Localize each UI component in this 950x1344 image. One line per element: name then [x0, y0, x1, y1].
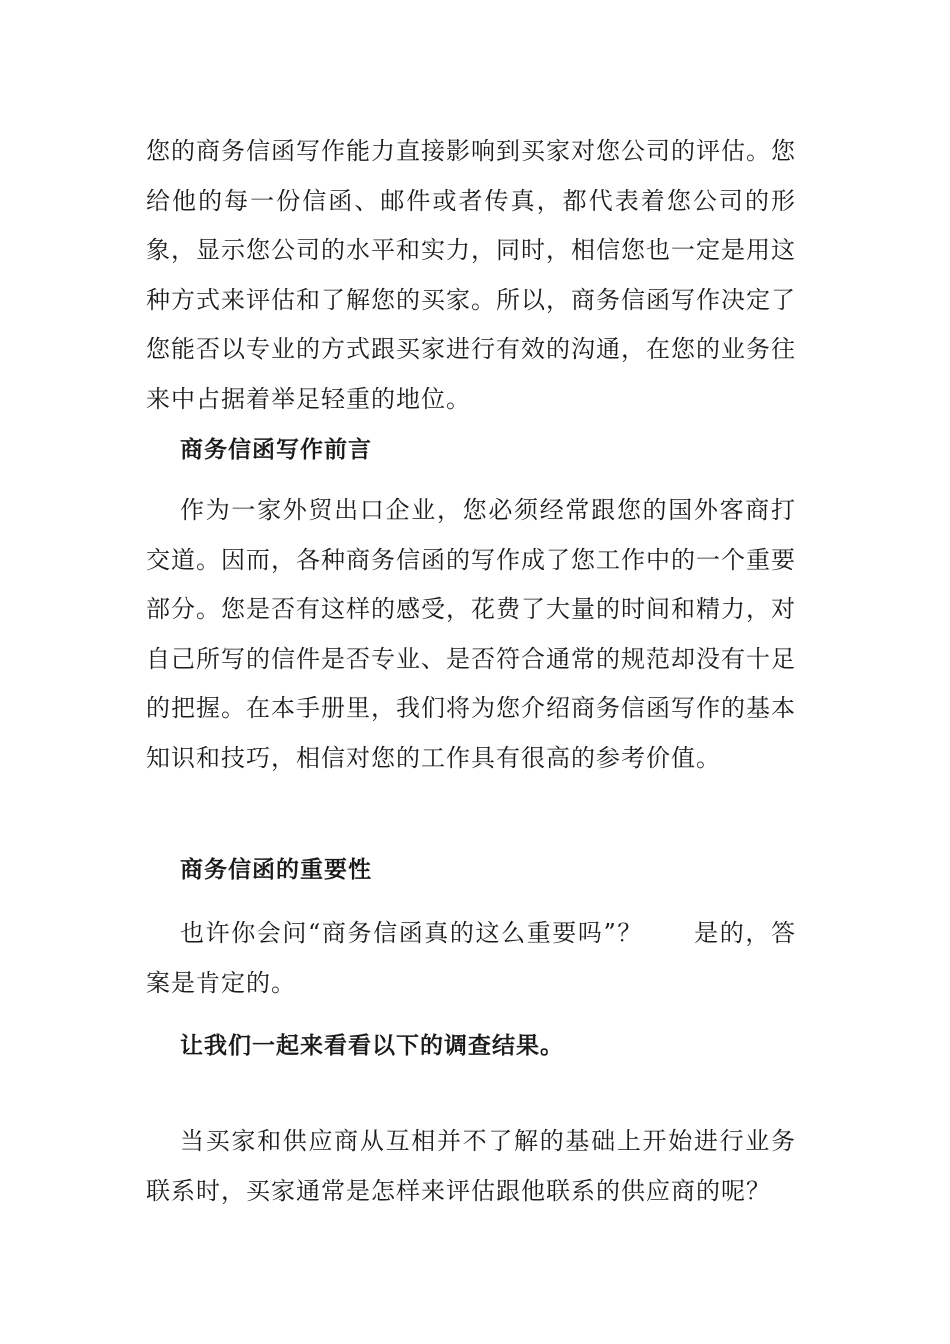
preface-paragraph: 作为一家外贸出口企业，您必须经常跟您的国外客商打交道。因而，各种商务信函的写作成了您工作中的一个重要部分。您是否有这样的感受，花费了大量的时间和精力，对自己所写的信件是否专业、是否符合通常的规范却没有十足的把握。在本手册里，我们将为您介绍商务信函写作的基本知识和技巧，相信对您的工作具有很高的参考价值。	[146, 496, 796, 772]
preface-paragraph-block	[146, 486, 796, 783]
section-heading-importance: 商务信函的重要性	[180, 857, 372, 883]
preface-heading-block	[146, 426, 796, 476]
question-paragraph: 也许你会问“商务信函真的这么重要吗”？ 是的，答案是肯定的。	[146, 919, 796, 997]
intro-paragraph-block	[146, 127, 796, 424]
intro-paragraph: 您的商务信函写作能力直接影响到买家对您公司的评估。您给他的每一份信函、邮件或者传真，都代表着您公司的形象，显示您公司的水平和实力，同时，相信您也一定是用这种方式来评估和了解您的买家。所以，商务信函写作决定了您能否以专业的方式跟买家进行有效的沟通，在您的业务往来中占据着举足轻重的地位。	[146, 137, 796, 413]
evaluation-paragraph: 当买家和供应商从互相并不了解的基础上开始进行业务联系时，买家通常是怎样来评估跟他联系的供应商的呢？	[146, 1127, 796, 1205]
evaluation-paragraph-block	[146, 1117, 796, 1216]
importance-heading-block	[146, 846, 796, 896]
question-paragraph-block	[146, 909, 796, 1008]
section-heading-preface: 商务信函写作前言	[180, 437, 372, 463]
survey-heading-block	[146, 1022, 796, 1072]
section-heading-survey: 让我们一起来看看以下的调查结果。	[180, 1033, 564, 1059]
